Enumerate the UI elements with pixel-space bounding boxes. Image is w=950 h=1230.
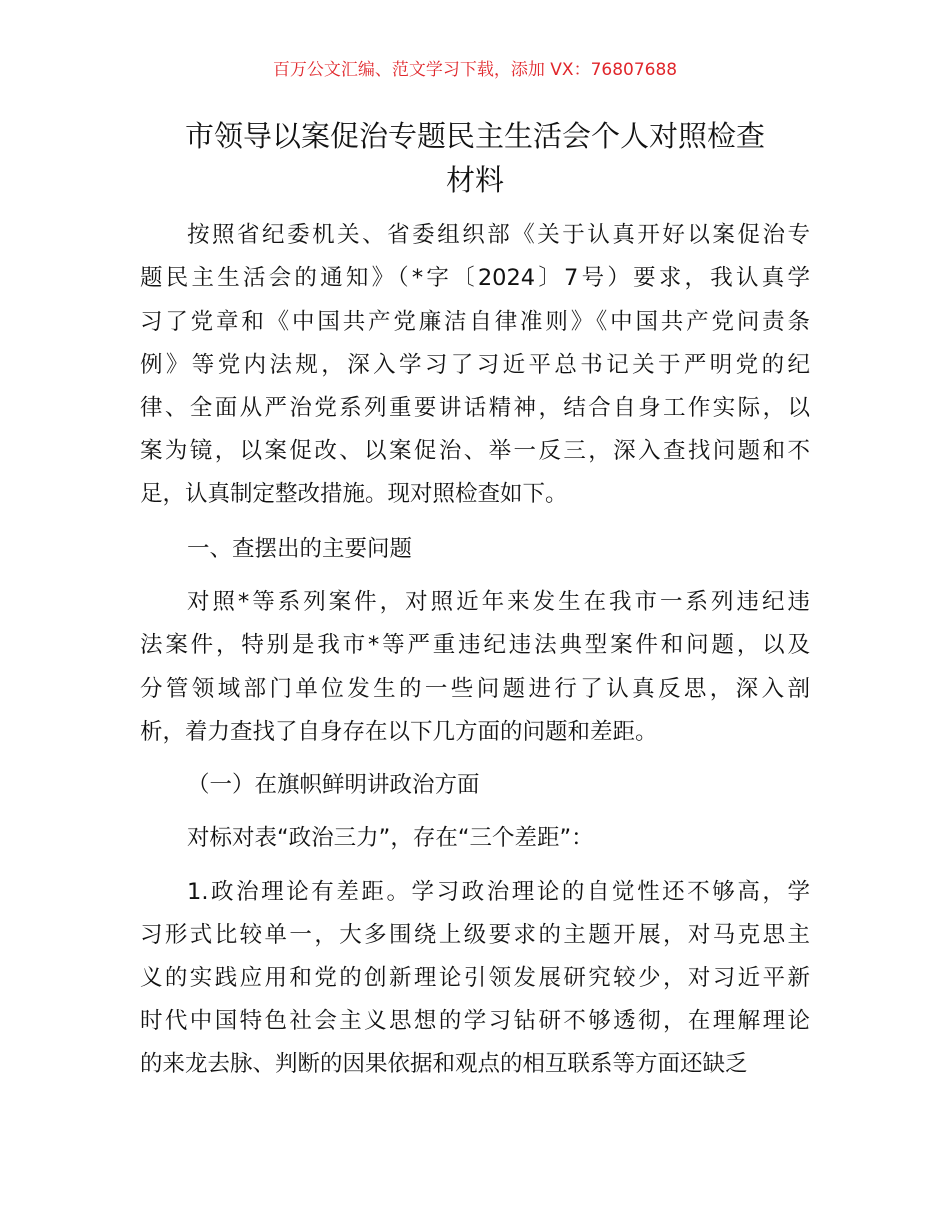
section-paragraph-line: 法案件，特别是我市*等严重违纪违法典型案件和问题，以及 [140,632,810,658]
item-paragraph-line: 的来龙去脉、判断的因果依据和观点的相互联系等方面还缺乏 [140,1051,748,1077]
intro-paragraph-line: 按照省纪委机关、省委组织部《关于认真开好以案促治专 [187,222,810,248]
intro-paragraph-line: 足，认真制定整改措施。现对照检查如下。 [140,481,568,507]
intro-paragraph-line: 例》等党内法规，深入学习了习近平总书记关于严明党的纪 [140,352,810,378]
section-paragraph-line: 对照*等系列案件，对照近年来发生在我市一系列违纪违 [187,589,810,615]
subsection-intro-line: 对标对表“政治三力”，存在“三个差距”： [187,825,594,851]
document-title-line-1: 市领导以案促治专题民主生活会个人对照检查 [184,119,765,153]
item-paragraph-line: 习形式比较单一，大多围绕上级要求的主题开展，对马克思主 [140,922,810,948]
watermark-header: 百万公文汇编、范文学习下载，添加 VX：76807688 [272,60,678,80]
intro-paragraph-line: 题民主生活会的通知》（*字〔2024〕7号）要求，我认真学 [140,265,810,291]
item-paragraph-line: 义的实践应用和党的创新理论引领发展研究较少，对习近平新 [140,965,810,991]
document-title-line-2: 材料 [445,163,504,197]
intro-paragraph-line: 习了党章和《中国共产党廉洁自律准则》《中国共产党问责条 [140,309,810,335]
item-paragraph-line: 1.政治理论有差距。学习政治理论的自觉性还不够高，学 [187,879,810,905]
item-paragraph-line: 时代中国特色社会主义思想的学习钻研不够透彻，在理解理论 [140,1008,810,1034]
intro-paragraph-line: 案为镜，以案促改、以案促治、举一反三，深入查找问题和不 [140,438,810,464]
section-paragraph-line: 析，着力查找了自身存在以下几方面的问题和差距。 [140,719,658,745]
section-heading-line: 一、查摆出的主要问题 [187,536,413,562]
intro-paragraph-line: 律、全面从严治党系列重要讲话精神，结合自身工作实际，以 [140,395,810,421]
section-paragraph-line: 分管领域部门单位发生的一些问题进行了认真反思，深入剖 [140,676,810,702]
subsection-heading-line: （一）在旗帜鲜明讲政治方面 [187,772,480,798]
